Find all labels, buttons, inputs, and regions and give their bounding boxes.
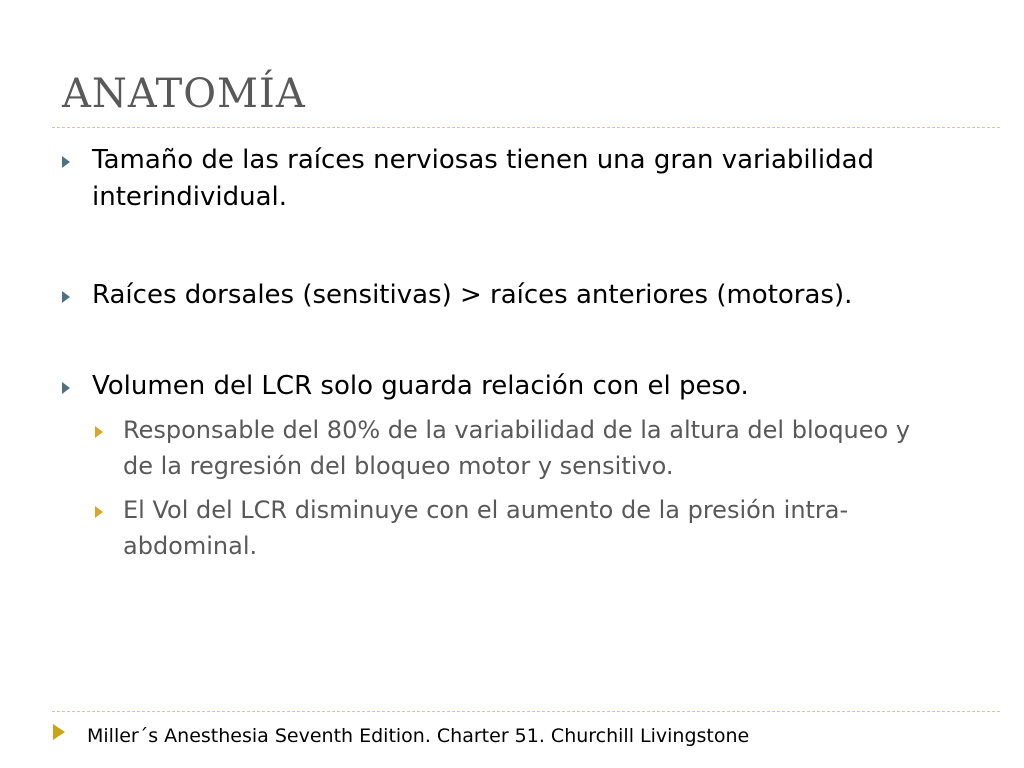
bullet-arrow-icon bbox=[62, 156, 70, 168]
sub-bullet-arrow-icon bbox=[95, 506, 103, 518]
bullet-arrow-icon bbox=[62, 382, 70, 394]
bullet-text: Tamaño de las raíces nerviosas tienen una gran variabilidad interindividual. bbox=[92, 145, 875, 212]
title-divider bbox=[52, 127, 1000, 128]
sub-bullet-text: Responsable del 80% de la variabilidad de la altura del bloqueo y de la regresión del bloqueo motor y sensitivo. bbox=[123, 416, 911, 480]
bullet-text: Volumen del LCR solo guarda relación con el peso. bbox=[92, 371, 749, 401]
sub-bullet-arrow-icon bbox=[95, 426, 103, 438]
footer-arrow-icon bbox=[53, 724, 65, 740]
bullet-text: Raíces dorsales (sensitivas) > raíces anteriores (motoras). bbox=[92, 280, 853, 310]
footer-divider bbox=[52, 711, 1000, 712]
slide-title: ANATOMÍA bbox=[62, 71, 306, 117]
bullet-arrow-icon bbox=[62, 291, 70, 303]
footer-citation: Miller´s Anesthesia Seventh Edition. Charter 51. Churchill Livingstone bbox=[87, 725, 750, 747]
sub-bullet-text: El Vol del LCR disminuye con el aumento de la presión intra-abdominal. bbox=[123, 496, 849, 560]
